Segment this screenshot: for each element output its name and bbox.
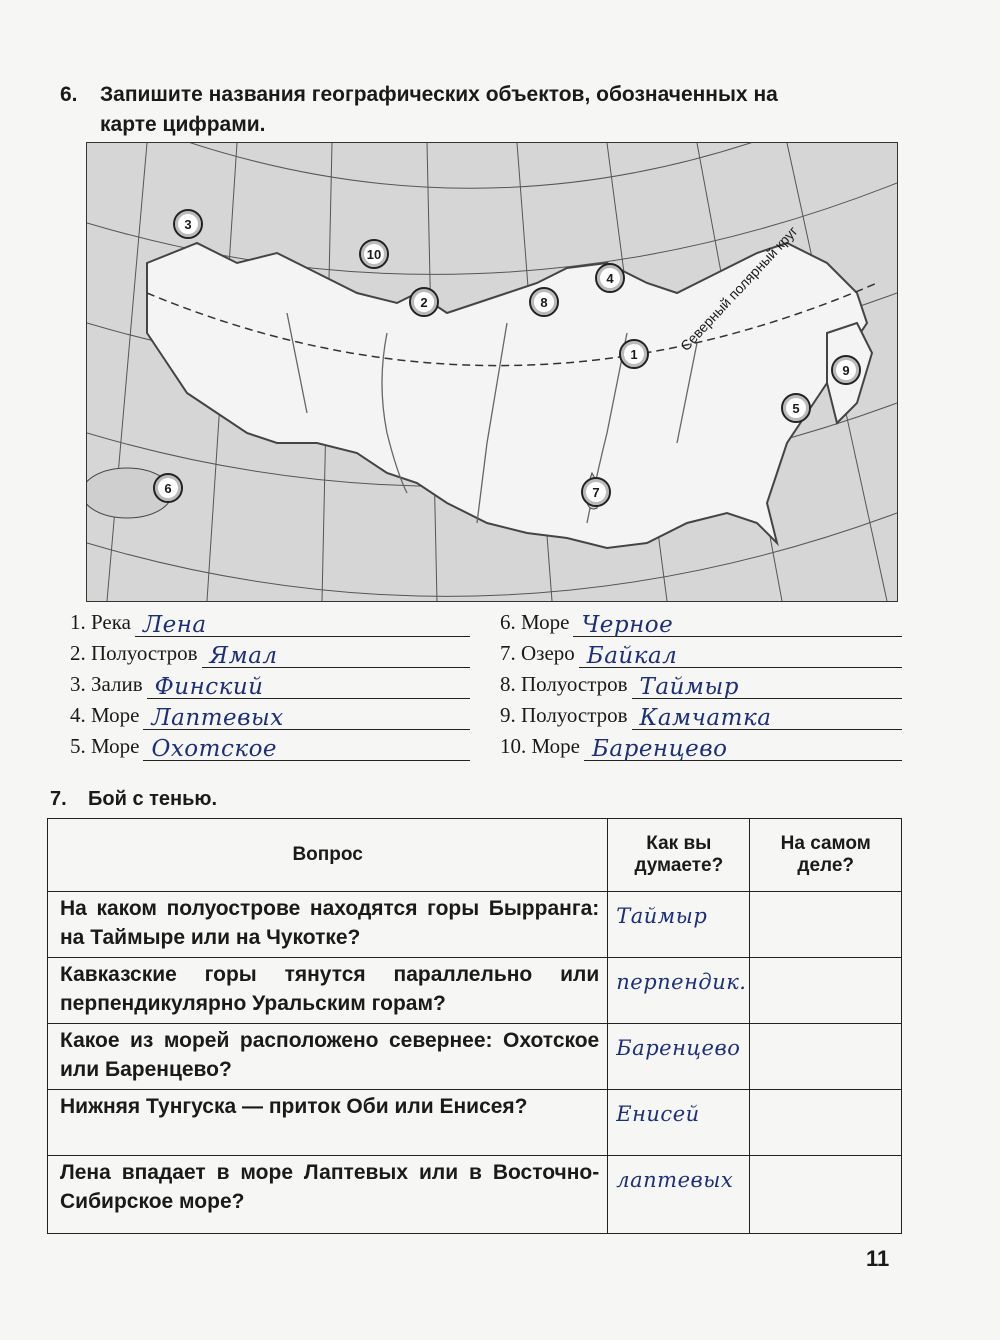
guess-cell[interactable] bbox=[608, 1090, 750, 1156]
handwritten-answer: Таймыр bbox=[639, 674, 739, 700]
map-graphic bbox=[87, 143, 897, 601]
answers-left bbox=[70, 606, 470, 761]
russia-contour-map bbox=[86, 142, 898, 602]
answer-field[interactable] bbox=[579, 641, 902, 668]
answer-field[interactable] bbox=[573, 610, 902, 637]
table-row bbox=[48, 1090, 902, 1156]
header-guess: Как вы думаете? bbox=[608, 819, 750, 892]
handwritten-answer: Камчатка bbox=[639, 705, 772, 731]
header-question: Вопрос bbox=[48, 819, 608, 892]
table-row bbox=[48, 892, 902, 958]
answer-row bbox=[70, 668, 470, 699]
table-header-row bbox=[48, 819, 902, 892]
handwritten-answer: Таймыр bbox=[616, 904, 708, 928]
handwritten-answer: Байкал bbox=[586, 643, 678, 669]
answer-row bbox=[500, 637, 902, 668]
answer-row bbox=[70, 637, 470, 668]
guess-cell[interactable] bbox=[608, 1156, 750, 1234]
map-marker-10: 10 bbox=[359, 239, 389, 269]
actual-cell[interactable] bbox=[750, 958, 902, 1024]
guess-cell[interactable] bbox=[608, 892, 750, 958]
handwritten-answer: Финский bbox=[154, 674, 264, 700]
handwritten-answer: Баренцево bbox=[591, 736, 728, 762]
answer-label: 10. Море bbox=[500, 734, 580, 758]
answer-row bbox=[500, 699, 902, 730]
actual-cell[interactable] bbox=[750, 1156, 902, 1234]
answer-label: 1. Река bbox=[70, 610, 131, 634]
map-marker-1: 1 bbox=[619, 339, 649, 369]
answer-label: 3. Залив bbox=[70, 672, 143, 696]
answer-label: 4. Море bbox=[70, 703, 140, 727]
map-marker-6: 6 bbox=[153, 473, 183, 503]
task-title-line1: Запишите названия географических объектов, обозначенных на bbox=[100, 83, 778, 106]
task-7-title bbox=[50, 788, 217, 811]
table-row bbox=[48, 1156, 902, 1234]
map-marker-2: 2 bbox=[409, 287, 439, 317]
answer-field[interactable] bbox=[135, 610, 470, 637]
question-cell: Лена впадает в море Лаптевых или в Восточно-Сибирское море? bbox=[48, 1156, 608, 1234]
answer-field[interactable] bbox=[632, 672, 902, 699]
handwritten-answer: Лена bbox=[142, 612, 207, 638]
answer-label: 9. Полуостров bbox=[500, 703, 628, 727]
map-marker-7: 7 bbox=[581, 477, 611, 507]
table-row bbox=[48, 1024, 902, 1090]
answer-label: 8. Полуостров bbox=[500, 672, 628, 696]
actual-cell[interactable] bbox=[750, 1090, 902, 1156]
handwritten-answer: Черное bbox=[581, 612, 674, 638]
guess-cell[interactable] bbox=[608, 958, 750, 1024]
question-cell: На каком полуострове находятся горы Бырранга: на Таймыре или на Чукотке? bbox=[48, 892, 608, 958]
question-cell: Какое из морей расположено севернее: Охотское или Баренцево? bbox=[48, 1024, 608, 1090]
handwritten-answer: Баренцево bbox=[616, 1036, 741, 1060]
answer-row bbox=[500, 730, 902, 761]
handwritten-answer: Лаптевых bbox=[151, 705, 284, 731]
handwritten-answer: перпендик. bbox=[616, 970, 747, 994]
map-marker-5: 5 bbox=[781, 393, 811, 423]
handwritten-answer: лаптевых bbox=[616, 1168, 734, 1192]
handwritten-answer: Енисей bbox=[616, 1102, 700, 1126]
map-marker-9: 9 bbox=[831, 355, 861, 385]
answer-field[interactable] bbox=[202, 641, 470, 668]
answer-row bbox=[500, 606, 902, 637]
answer-field[interactable] bbox=[584, 734, 902, 761]
answer-field[interactable] bbox=[632, 703, 902, 730]
task-title: Бой с тенью. bbox=[88, 788, 218, 810]
task-number: 7. bbox=[50, 788, 67, 810]
answer-field[interactable] bbox=[143, 734, 470, 761]
task-6-title bbox=[60, 80, 920, 140]
map-marker-3: 3 bbox=[173, 209, 203, 239]
answer-label: 7. Озеро bbox=[500, 641, 575, 665]
answer-field[interactable] bbox=[147, 672, 470, 699]
question-cell: Кавказские горы тянутся параллельно или перпендикулярно Уральским горам? bbox=[48, 958, 608, 1024]
map-marker-8: 8 bbox=[529, 287, 559, 317]
task-title-line2: карте цифрами. bbox=[100, 113, 266, 136]
table-row bbox=[48, 958, 902, 1024]
actual-cell[interactable] bbox=[750, 1024, 902, 1090]
question-cell: Нижняя Тунгуска — приток Оби или Енисея? bbox=[48, 1090, 608, 1156]
guess-cell[interactable] bbox=[608, 1024, 750, 1090]
page-number: 11 bbox=[866, 1246, 890, 1271]
answers-right bbox=[500, 606, 902, 761]
answer-label: 5. Море bbox=[70, 734, 140, 758]
answer-field[interactable] bbox=[143, 703, 470, 730]
task-number: 6. bbox=[60, 83, 78, 106]
answer-row bbox=[500, 668, 902, 699]
answer-row bbox=[70, 699, 470, 730]
answer-label: 6. Море bbox=[500, 610, 570, 634]
arctic-circle-label: Северный полярный круг bbox=[677, 222, 801, 354]
answer-row bbox=[70, 730, 470, 761]
handwritten-answer: Охотское bbox=[151, 736, 278, 762]
answer-label: 2. Полуостров bbox=[70, 641, 198, 665]
actual-cell[interactable] bbox=[750, 892, 902, 958]
handwritten-answer: Ямал bbox=[209, 643, 278, 669]
map-marker-4: 4 bbox=[595, 263, 625, 293]
header-actual: На самом деле? bbox=[750, 819, 902, 892]
question-table bbox=[47, 818, 902, 1234]
answer-row bbox=[70, 606, 470, 637]
